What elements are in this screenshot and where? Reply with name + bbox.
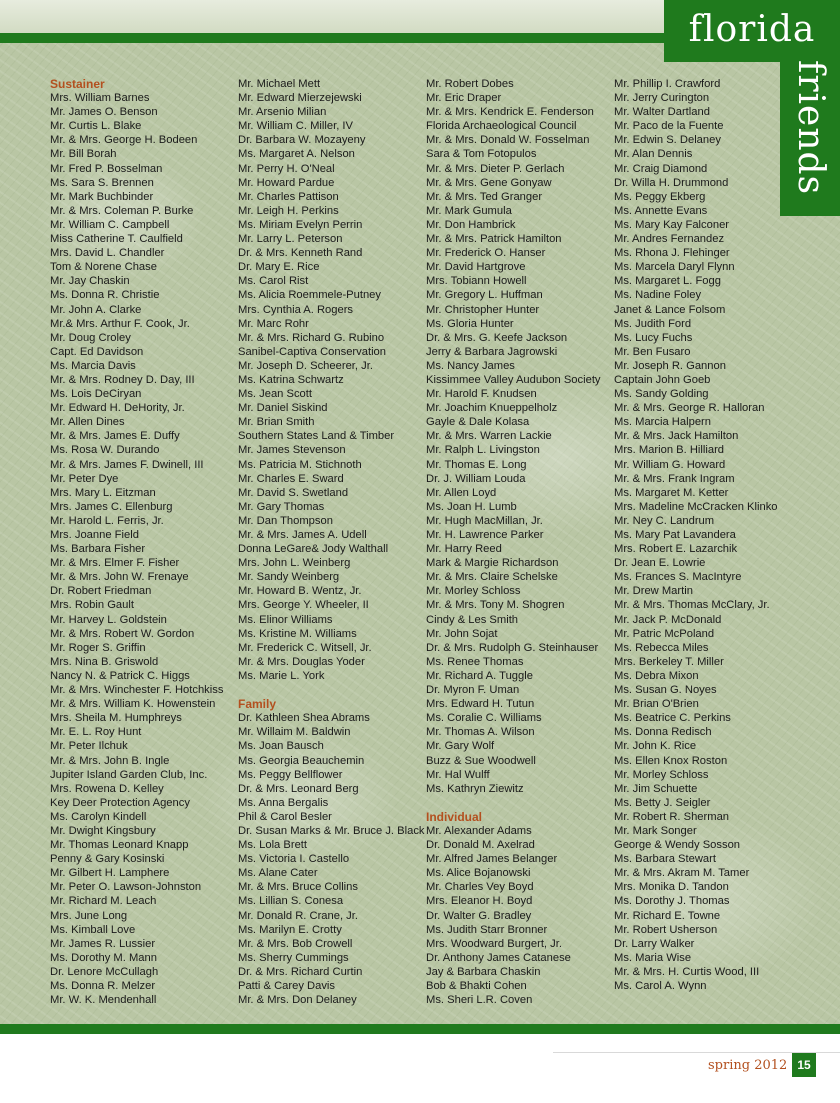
- donor-name: Mr. Fred P. Bosselman: [50, 162, 163, 175]
- donor-name: Mrs. Madeline McCracken Klinko: [614, 500, 778, 513]
- donor-name: Jay & Barbara Chaskin: [426, 965, 541, 978]
- donor-name: Dr. Lenore McCullagh: [50, 965, 159, 978]
- donor-name: Mr. & Mrs. Akram M. Tamer: [614, 867, 750, 880]
- donor-name: Mr. & Mrs. Bruce Collins: [238, 881, 358, 894]
- donor-name: Mr. & Mrs. Patrick Hamilton: [426, 233, 562, 246]
- donor-name: Mr. Mark Songer: [614, 824, 697, 837]
- donor-name: Mr. Gary Thomas: [238, 500, 325, 513]
- donor-name: Mr. & Mrs. Jack Hamilton: [614, 430, 739, 443]
- donor-name: Mrs. Monika D. Tandon: [614, 881, 729, 894]
- donor-name: Mr. & Mrs. Ted Granger: [426, 190, 543, 203]
- donor-name: Mr. Edward H. DeHority, Jr.: [50, 402, 185, 415]
- donor-name: Mrs. Edward H. Tutun: [426, 698, 535, 711]
- donor-name: Mrs. Tobiann Howell: [426, 275, 527, 288]
- donor-name: Sara & Tom Fotopulos: [426, 148, 537, 161]
- donor-name: Mr. Jay Chaskin: [50, 275, 130, 288]
- donor-name: Ms. Sheri L.R. Coven: [426, 994, 533, 1007]
- donor-name: Dr. J. William Louda: [426, 472, 526, 485]
- donor-name: Ms. Dorothy J. Thomas: [614, 895, 730, 908]
- donor-name: Ms. Lois DeCiryan: [50, 388, 142, 401]
- donor-name: Mr. Daniel Siskind: [238, 402, 328, 415]
- donor-name: Mr. Howard Pardue: [238, 176, 335, 189]
- donor-name: Mr. James O. Benson: [50, 106, 158, 119]
- donor-name: Ms. Patricia M. Stichnoth: [238, 458, 362, 471]
- donor-name: Mr. Joseph R. Gannon: [614, 359, 726, 372]
- donor-name: Mrs. Marion B. Hilliard: [614, 444, 725, 457]
- donor-name: Nancy N. & Patrick C. Higgs: [50, 669, 190, 682]
- donor-name: Ms. Frances S. MacIntyre: [614, 571, 742, 584]
- donor-name: Miss Catherine T. Caulfield: [50, 233, 183, 246]
- donor-name: Mr. & Mrs. Dieter P. Gerlach: [426, 162, 565, 175]
- page-number: 15: [792, 1053, 816, 1077]
- donor-name: Mr. & Mrs. James A. Udell: [238, 529, 367, 541]
- donor-name: Mrs. Robert E. Lazarchik: [614, 543, 738, 556]
- donor-name: Mr. Joachim Knueppelholz: [426, 402, 558, 415]
- donor-name: Ms. Peggy Ekberg: [614, 190, 706, 203]
- donor-name: Mr. Jerry Curington: [614, 92, 710, 105]
- donor-name: Mr. Jim Schuette: [614, 782, 698, 795]
- donor-name: Ms. Victoria I. Castello: [238, 853, 350, 866]
- donor-name: Dr. & Mrs. Leonard Berg: [238, 782, 359, 795]
- donor-name: Mr. David Hartgrove: [426, 261, 526, 274]
- donor-list: [238, 77, 425, 683]
- donor-name: Mr. & Mrs. Richard G. Rubino: [238, 331, 385, 344]
- donor-name: Dr. Myron F. Uman: [426, 684, 520, 697]
- donor-name: Mr. Craig Diamond: [614, 162, 708, 175]
- donor-name: Mr. Eric Draper: [426, 92, 502, 105]
- donor-name: Ms. Sandy Golding: [614, 388, 709, 401]
- donor-name: Cindy & Les Smith: [426, 613, 519, 626]
- donor-name: Mr. Thomas Leonard Knapp: [50, 839, 189, 852]
- donor-name: Ms. Rosa W. Durando: [50, 444, 160, 457]
- category-heading-family: Family: [238, 697, 277, 712]
- donor-name: Mr. Hugh MacMillan, Jr.: [426, 514, 543, 527]
- donor-name: Ms. Mary Pat Lavandera: [614, 529, 736, 541]
- donor-name: Ms. Lola Brett: [238, 839, 308, 852]
- top-rule: [0, 33, 670, 43]
- donor-name: Mr. & Mrs. H. Curtis Wood, III: [614, 965, 760, 978]
- donor-name: Mr. Dwight Kingsbury: [50, 824, 156, 837]
- donor-name: Mr. Bill Borah: [50, 148, 117, 161]
- donor-name: Dr. Larry Walker: [614, 937, 695, 950]
- donor-name: Ms. Carol Rist: [238, 275, 309, 288]
- donor-name: Mr. Doug Croley: [50, 331, 131, 344]
- donor-name: Mr. Joseph D. Scheerer, Jr.: [238, 359, 373, 372]
- donor-name: Janet & Lance Folsom: [614, 303, 726, 316]
- donor-name: Mr. Mark Buchbinder: [50, 190, 154, 203]
- donor-name: Mr. Drew Martin: [614, 585, 693, 598]
- donor-name: Mrs. Cynthia A. Rogers: [238, 303, 354, 316]
- donor-name: Key Deer Protection Agency: [50, 796, 190, 809]
- donor-name: Dr. Walter G. Bradley: [426, 909, 532, 922]
- donor-name: Mr. Frederick C. Witsell, Jr.: [238, 641, 372, 654]
- donor-name: Mr. & Mrs. Gene Gonyaw: [426, 176, 552, 189]
- donor-name: Ms. Lucy Fuchs: [614, 331, 693, 344]
- donor-name: Southern States Land & Timber: [238, 430, 395, 443]
- donor-name: Mr. E. L. Roy Hunt: [50, 726, 142, 739]
- donor-name: Bob & Bhakti Cohen: [426, 980, 527, 992]
- donor-name: Mr. Ralph L. Livingston: [426, 444, 540, 457]
- donor-name: Mr. Robert Usherson: [614, 923, 718, 936]
- donor-name: Jerry & Barbara Jagrowski: [426, 345, 558, 358]
- donor-list: [426, 824, 601, 1007]
- donor-name: Dr. & Mrs. Richard Curtin: [238, 965, 363, 978]
- donor-name: Ms. Donna R. Melzer: [50, 980, 156, 992]
- donor-name: Mr. Mark Gumula: [426, 204, 512, 217]
- donor-name: Ms. Susan G. Noyes: [614, 684, 717, 697]
- donor-name: Mr. Allen Dines: [50, 416, 125, 429]
- donor-name: Ms. Carolyn Kindell: [50, 810, 147, 823]
- donor-name: Ms. Miriam Evelyn Perrin: [238, 218, 363, 231]
- donor-name: Mr. Harry Reed: [426, 543, 502, 556]
- donor-name: Ms. Sherry Cummings: [238, 951, 349, 964]
- donor-name: Ms. Georgia Beauchemin: [238, 754, 365, 767]
- donor-name: Mrs. Joanne Field: [50, 529, 139, 541]
- donor-name: Ms. Alice Bojanowski: [426, 867, 531, 880]
- donor-name: Ms. Donna R. Christie: [50, 289, 160, 302]
- donor-name: Mr. Gary Wolf: [426, 740, 495, 753]
- category-heading-individual: Individual: [426, 809, 483, 824]
- donor-name: Mr. Richard A. Tuggle: [426, 669, 533, 682]
- donor-name: Donna LeGare& Jody Walthall: [238, 543, 389, 556]
- category-heading-sustainer: Sustainer: [50, 77, 105, 91]
- donor-name: Ms. Marie L. York: [238, 669, 325, 682]
- donor-name: Mrs. June Long: [50, 909, 128, 922]
- donor-name: Mr. & Mrs. George H. Bodeen: [50, 134, 198, 147]
- donor-name: Ms. Lillian S. Conesa: [238, 895, 344, 908]
- donor-name: Ms. Betty J. Seigler: [614, 796, 711, 809]
- donor-name: Ms. Kathryn Ziewitz: [426, 782, 524, 795]
- donor-name: Mrs. Woodward Burgert, Jr.: [426, 937, 562, 950]
- donor-name: Mr. & Mrs. James E. Duffy: [50, 430, 180, 443]
- donor-name: Ms. Donna Redisch: [614, 726, 712, 739]
- donor-column-2: [238, 77, 425, 1007]
- donor-name: Patti & Carey Davis: [238, 980, 335, 992]
- donor-name: Dr. Jean E. Lowrie: [614, 557, 706, 570]
- issue-label: spring 2012: [708, 1058, 788, 1073]
- donor-name: Dr. Willa H. Drummond: [614, 176, 729, 189]
- donor-name: Ms. Margaret M. Ketter: [614, 486, 729, 499]
- donor-name: Ms. Elinor Williams: [238, 613, 333, 626]
- donor-name: Ms. Renee Thomas: [426, 655, 524, 668]
- donor-name: Mr. & Mrs. Douglas Yoder: [238, 655, 365, 668]
- donor-name: Mrs. William Barnes: [50, 92, 150, 105]
- donor-name: Ms. Dorothy M. Mann: [50, 951, 157, 964]
- donor-name: Mr. & Mrs. Coleman P. Burke: [50, 204, 194, 217]
- donor-name: Mr. Thomas A. Wilson: [426, 726, 535, 739]
- donor-name: Mr. Thomas E. Long: [426, 458, 527, 471]
- donor-name: Mr. Edward Mierzejewski: [238, 92, 362, 105]
- donor-name: Dr. Donald M. Axelrad: [426, 839, 535, 852]
- donor-name: Mr. & Mrs. Don Delaney: [238, 994, 357, 1007]
- donor-name: Capt. Ed Davidson: [50, 345, 144, 358]
- donor-name: Mr. Brian O'Brien: [614, 698, 699, 711]
- donor-name: Phil & Carol Besler: [238, 810, 332, 823]
- donor-name: Mr. Jack P. McDonald: [614, 613, 722, 626]
- donor-name: Penny & Gary Kosinski: [50, 853, 165, 866]
- donor-name: Ms. Kristine M. Williams: [238, 627, 357, 640]
- donor-name: Dr. & Mrs. G. Keefe Jackson: [426, 331, 568, 344]
- donor-name: Mr. Hal Wulff: [426, 768, 490, 781]
- donor-name: Mrs. Rowena D. Kelley: [50, 782, 164, 795]
- donor-name: Dr. & Mrs. Kenneth Rand: [238, 247, 363, 260]
- donor-name: Mr. & Mrs. Kendrick E. Fenderson: [426, 106, 594, 119]
- donor-name: Ms. Alicia Roemmele-Putney: [238, 289, 382, 302]
- donor-list: [50, 91, 223, 1007]
- donor-name: Mr. Morley Schloss: [426, 585, 521, 598]
- donor-name: Mr. Arsenio Milian: [238, 106, 327, 119]
- donor-name: Dr. Robert Friedman: [50, 585, 152, 598]
- donor-name: Mr. Larry L. Peterson: [238, 233, 343, 246]
- donor-name: Mr. Alfred James Belanger: [426, 853, 558, 866]
- donor-name: Mr. & Mrs. Robert W. Gordon: [50, 627, 195, 640]
- donor-name: Mr. Allen Loyd: [426, 486, 497, 499]
- donor-name: Mr. Patric McPoland: [614, 627, 715, 640]
- donor-name: Mr. Richard M. Leach: [50, 895, 157, 908]
- donor-name: Mr. & Mrs. Frank Ingram: [614, 472, 735, 485]
- donor-name: Dr. & Mrs. Rudolph G. Steinhauser: [426, 641, 599, 654]
- donor-name: Mr. Andres Fernandez: [614, 233, 725, 246]
- donor-name: Mark & Margie Richardson: [426, 557, 559, 570]
- donor-name: Mr. Peter Dye: [50, 472, 119, 485]
- donor-name: Ms. Gloria Hunter: [426, 317, 514, 330]
- donor-name: Mr. Don Hambrick: [426, 218, 516, 231]
- donor-name: Mr. Robert Dobes: [426, 78, 514, 90]
- donor-name: Mr. Alexander Adams: [426, 824, 532, 837]
- donor-name: Mr. John A. Clarke: [50, 303, 142, 316]
- donor-name: Mr. Sandy Weinberg: [238, 571, 340, 584]
- donor-name: Mrs. David L. Chandler: [50, 247, 165, 260]
- donor-name: Mr. Roger S. Griffin: [50, 641, 146, 654]
- donor-name: Mr. & Mrs. George R. Halloran: [614, 402, 765, 415]
- donor-name: Mr. Gregory L. Huffman: [426, 289, 543, 302]
- donor-list: [238, 711, 425, 1007]
- donor-name: Ms. Debra Mixon: [614, 669, 699, 682]
- donor-name: Ms. Mary Kay Falconer: [614, 218, 730, 231]
- donor-name: Mr. Curtis L. Blake: [50, 120, 142, 133]
- donor-name: Mrs. John L. Weinberg: [238, 557, 351, 570]
- donor-name: Ms. Marcia Davis: [50, 359, 136, 372]
- donor-name: Mr. John Sojat: [426, 627, 498, 640]
- donor-name: Ms. Judith Starr Bronner: [426, 923, 548, 936]
- donor-name: Mr. & Mrs. Tony M. Shogren: [426, 599, 565, 612]
- donor-name: Mr. Ben Fusaro: [614, 345, 691, 358]
- donor-name: Mr. William G. Howard: [614, 458, 726, 471]
- donor-name: Ms. Margaret A. Nelson: [238, 148, 355, 161]
- donor-name: Mr. Peter O. Lawson-Johnston: [50, 881, 202, 894]
- donor-name: Mr. John K. Rice: [614, 740, 697, 753]
- donor-name: Mr. H. Lawrence Parker: [426, 529, 544, 541]
- donor-name: Mrs. Eleanor H. Boyd: [426, 895, 533, 908]
- donor-name: Kissimmee Valley Audubon Society: [426, 373, 601, 386]
- donor-name: Mr. & Mrs. Warren Lackie: [426, 430, 552, 443]
- donor-name: Ms. Alane Cater: [238, 867, 318, 880]
- donor-list: [614, 77, 778, 993]
- donor-name: Mr. Marc Rohr: [238, 317, 309, 330]
- donor-name: Mr. Richard E. Towne: [614, 909, 721, 922]
- donor-name: Mr. Ney C. Landrum: [614, 514, 715, 527]
- spacer: [238, 683, 425, 697]
- donor-name: Buzz & Sue Woodwell: [426, 754, 536, 767]
- donor-name: Mr. Phillip I. Crawford: [614, 78, 721, 90]
- donor-name: Ms. Barbara Fisher: [50, 543, 146, 556]
- donor-name: Mr. & Mrs. Donald W. Fosselman: [426, 134, 590, 147]
- donor-name: Mr. & Mrs. John W. Frenaye: [50, 571, 189, 584]
- donor-name: Mr. Michael Mett: [238, 78, 321, 90]
- donor-name: Ms. Rebecca Miles: [614, 641, 709, 654]
- donor-name: Mr. James R. Lussier: [50, 937, 156, 950]
- donor-name: Ms. Barbara Stewart: [614, 853, 716, 866]
- donor-name: Mr. Gilbert H. Lamphere: [50, 867, 170, 880]
- donor-name: Ms. Katrina Schwartz: [238, 373, 344, 386]
- donor-name: Mr. & Mrs. Winchester F. Hotchkiss: [50, 684, 224, 697]
- donor-name: Mr. & Mrs. Bob Crowell: [238, 937, 353, 950]
- donor-name: Ms. Jean Scott: [238, 388, 312, 401]
- bottom-rule: [0, 1024, 840, 1034]
- donor-name: Ms. Nadine Foley: [614, 289, 702, 302]
- donor-list: [426, 77, 601, 796]
- donor-name: Ms. Annette Evans: [614, 204, 708, 217]
- donor-name: Mr. & Mrs. Rodney D. Day, III: [50, 373, 195, 386]
- donor-name: Sanibel-Captiva Conservation: [238, 345, 387, 358]
- donor-name: Mr. David S. Swetland: [238, 486, 349, 499]
- section-subtitle: friends: [790, 60, 831, 196]
- donor-name: Mr. Morley Schloss: [614, 768, 709, 781]
- donor-name: Mr. Dan Thompson: [238, 514, 333, 527]
- donor-name: Ms. Peggy Bellflower: [238, 768, 343, 781]
- donor-name: Mr. Donald R. Crane, Jr.: [238, 909, 358, 922]
- donor-column-3: [426, 77, 601, 1007]
- donor-name: Mr. & Mrs. James F. Dwinell, III: [50, 458, 204, 471]
- donor-name: Ms. Marcia Halpern: [614, 416, 711, 429]
- donor-name: Ms. Margaret L. Fogg: [614, 275, 721, 288]
- donor-name: Ms. Maria Wise: [614, 951, 692, 964]
- donor-name: Mr. & Mrs. Elmer F. Fisher: [50, 557, 180, 570]
- donor-name: Ms. Anna Bergalis: [238, 796, 329, 809]
- donor-name: Mrs. James C. Ellenburg: [50, 500, 173, 513]
- donor-name: Mr. Peter Ilchuk: [50, 740, 128, 753]
- donor-name: Mrs. Nina B. Griswold: [50, 655, 159, 668]
- donor-name: Mr. Christopher Hunter: [426, 303, 540, 316]
- donor-name: Mr. Frederick O. Hanser: [426, 247, 546, 260]
- donor-name: Mr. Charles Vey Boyd: [426, 881, 534, 894]
- donor-name: Mr. & Mrs. Thomas McClary, Jr.: [614, 599, 770, 612]
- donor-name: Ms. Joan Bausch: [238, 740, 324, 753]
- donor-name: Mrs. Sheila M. Humphreys: [50, 712, 182, 725]
- donor-name: Jupiter Island Garden Club, Inc.: [50, 768, 208, 781]
- donor-name: Ms. Rhona J. Flehinger: [614, 247, 730, 260]
- donor-name: Mrs. Mary L. Eitzman: [50, 486, 156, 499]
- donor-name: Ms. Coralie C. Williams: [426, 712, 542, 725]
- donor-name: Florida Archaeological Council: [426, 120, 577, 133]
- donor-name: Mr. & Mrs. Claire Schelske: [426, 571, 558, 584]
- donor-name: Mr. Robert R. Sherman: [614, 810, 730, 823]
- donor-name: Mr. Harvey L. Goldstein: [50, 613, 167, 626]
- donor-name: Ms. Marcela Daryl Flynn: [614, 261, 735, 274]
- donor-name: Gayle & Dale Kolasa: [426, 416, 530, 429]
- donor-name: Mr.& Mrs. Arthur F. Cook, Jr.: [50, 317, 190, 330]
- donor-name: Mr. Perry H. O'Neal: [238, 162, 335, 175]
- donor-name: Dr. Anthony James Catanese: [426, 951, 571, 964]
- donor-name: Mr. Harold F. Knudsen: [426, 388, 537, 401]
- donor-name: Mr. Willaim M. Baldwin: [238, 726, 351, 739]
- donor-name: Mr. Brian Smith: [238, 416, 315, 429]
- donor-name: Ms. Judith Ford: [614, 317, 692, 330]
- donor-name: Ms. Kimball Love: [50, 923, 136, 936]
- donor-name: Mr. Leigh H. Perkins: [238, 204, 339, 217]
- donor-name: Mr. Walter Dartland: [614, 106, 710, 119]
- donor-name: Mr. Howard B. Wentz, Jr.: [238, 585, 362, 598]
- donor-name: Mr. W. K. Mendenhall: [50, 994, 157, 1007]
- donor-name: Mr. & Mrs. John B. Ingle: [50, 754, 170, 767]
- donor-name: Dr. Barbara W. Mozayeny: [238, 134, 366, 147]
- donor-name: Mr. Alan Dennis: [614, 148, 693, 161]
- donor-name: Mrs. Berkeley T. Miller: [614, 655, 724, 668]
- donor-name: Ms. Ellen Knox Roston: [614, 754, 728, 767]
- donor-name: Mr. Paco de la Fuente: [614, 120, 724, 133]
- donor-name: Tom & Norene Chase: [50, 261, 157, 274]
- donor-name: Mr. Charles E. Sward: [238, 472, 344, 485]
- donor-name: Mrs. Robin Gault: [50, 599, 134, 612]
- donor-name: Ms. Nancy James: [426, 359, 515, 372]
- donor-name: Ms. Beatrice C. Perkins: [614, 712, 731, 725]
- donor-name: Dr. Susan Marks & Mr. Bruce J. Black: [238, 824, 425, 837]
- donor-name: Mr. William C. Miller, IV: [238, 120, 353, 133]
- donor-name: Mr. Charles Pattison: [238, 190, 339, 203]
- donor-name: Mr. & Mrs. William K. Howenstein: [50, 698, 216, 711]
- donor-name: Mr. William C. Campbell: [50, 218, 170, 231]
- donor-name: Captain John Goeb: [614, 373, 711, 386]
- donor-name: George & Wendy Sosson: [614, 839, 741, 852]
- donor-name: Mr. Harold L. Ferris, Jr.: [50, 514, 164, 527]
- section-title: florida: [688, 9, 816, 50]
- donor-name: Ms. Carol A. Wynn: [614, 980, 707, 992]
- donor-name: Mr. James Stevenson: [238, 444, 346, 457]
- donor-column-4: [614, 77, 778, 993]
- donor-name: Ms. Marilyn E. Crotty: [238, 923, 342, 936]
- donor-name: Mr. Edwin S. Delaney: [614, 134, 721, 147]
- donor-name: Ms. Sara S. Brennen: [50, 176, 154, 189]
- donor-name: Mrs. George Y. Wheeler, II: [238, 599, 369, 612]
- donor-column-1: [50, 77, 223, 1007]
- donor-name: Dr. Mary E. Rice: [238, 261, 320, 274]
- donor-name: Ms. Joan H. Lumb: [426, 500, 517, 513]
- spacer: [426, 796, 601, 810]
- donor-name: Dr. Kathleen Shea Abrams: [238, 712, 370, 725]
